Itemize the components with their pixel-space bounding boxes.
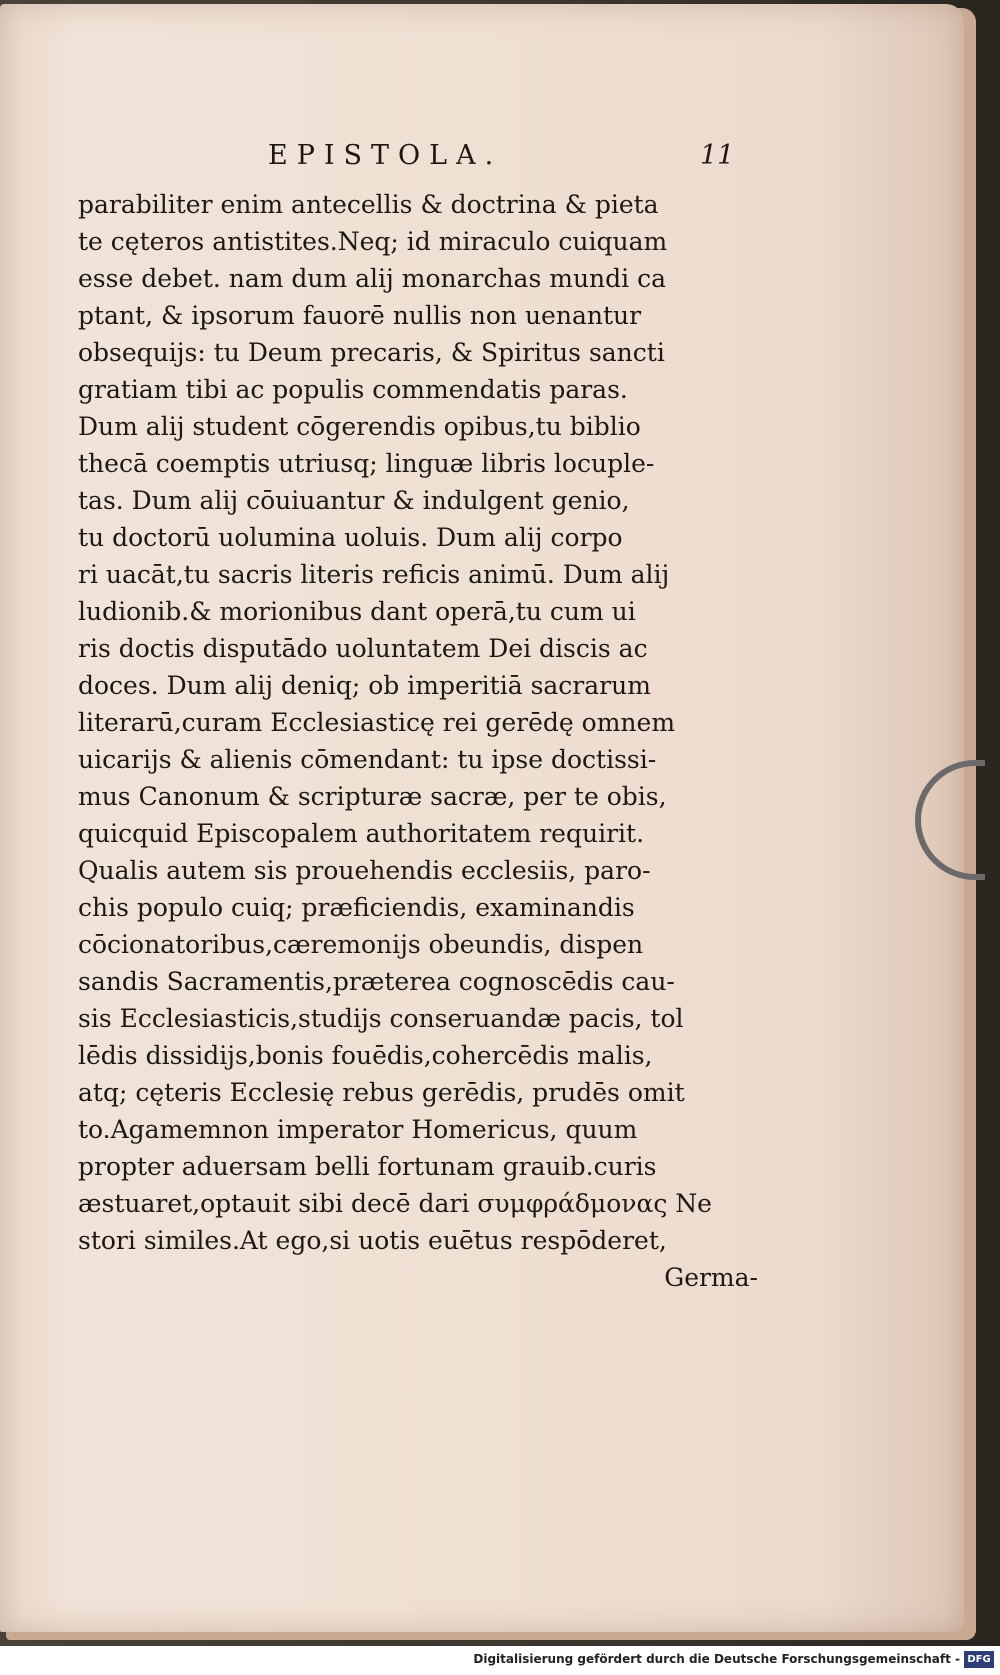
text-line: quicquid Episcopalem authoritatem requirit. <box>78 819 645 848</box>
text-line: lēdis dissidijs,bonis fouēdis,cohercēdis malis, <box>78 1041 653 1070</box>
text-line: literarū,curam Ecclesiasticę rei gerēdę omnem <box>78 708 676 737</box>
text-line: ris doctis disputādo uoluntatem Dei discis ac <box>78 634 648 663</box>
text-line: gratiam tibi ac populis commendatis paras. <box>78 375 628 404</box>
text-line: esse debet. nam dum alij monarchas mundi ca <box>78 264 667 293</box>
book-page <box>0 4 964 1632</box>
text-line: obsequijs: tu Deum precaris, & Spiritus sancti <box>78 338 665 367</box>
text-line: mus Canonum & scripturæ sacræ, per te obis, <box>78 782 667 811</box>
text-line: uicarijs & alienis cōmendant: tu ipse doctissi- <box>78 745 657 774</box>
text-line: sandis Sacramentis,præterea cognoscēdis cau- <box>78 967 675 996</box>
running-title: EPISTOLA. <box>268 140 503 171</box>
text-line: tas. Dum alij cōuiuantur & indulgent genio, <box>78 486 630 515</box>
text-line: to.Agamemnon imperator Homericus, quum <box>78 1115 638 1144</box>
text-line: doces. Dum alij deniq; ob imperitiā sacrarum <box>78 671 651 700</box>
body-text <box>78 186 758 1296</box>
text-line: ludionib.& morionibus dant operā,tu cum ui <box>78 597 636 626</box>
dfg-logo: DFG <box>964 1651 994 1668</box>
catchword: Germa- <box>664 1263 758 1292</box>
page-number: 11 <box>700 140 735 171</box>
text-line: ri uacāt,tu sacris literis reficis animū. Dum alij <box>78 560 670 589</box>
text-line: sis Ecclesiasticis,studijs conseruandæ pacis, tol <box>78 1004 684 1033</box>
page-header <box>80 140 780 180</box>
text-line: ptant, & ipsorum fauorē nullis non uenantur <box>78 301 642 330</box>
text-line: stori similes.At ego,si uotis euētus respōderet, <box>78 1226 667 1255</box>
text-line: æstuaret,optauit sibi decē dari συμφράδμονας Ne <box>78 1189 712 1218</box>
text-line: thecā coemptis utriusq; linguæ libris locuple- <box>78 449 655 478</box>
text-line: atq; cęteris Ecclesię rebus gerēdis, prudēs omit <box>78 1078 685 1107</box>
text-line: cōcionatoribus,cæremonijs obeundis, dispen <box>78 930 644 959</box>
text-line: tu doctorū uolumina uoluis. Dum alij corpo <box>78 523 623 552</box>
footer-bar <box>0 1646 1000 1675</box>
text-line: te cęteros antistites.Neq; id miraculo cuiquam <box>78 227 668 256</box>
text-line: Qualis autem sis prouehendis ecclesiis, paro- <box>78 856 651 885</box>
text-line: propter aduersam belli fortunam grauib.curis <box>78 1152 657 1181</box>
text-line: chis populo cuiq; præficiendis, examinandis <box>78 893 635 922</box>
text-line: Dum alij student cōgerendis opibus,tu biblio <box>78 412 641 441</box>
footer-credit: Digitalisierung gefördert durch die Deutsche Forschungsgemeinschaft - <box>473 1652 960 1666</box>
text-line: parabiliter enim antecellis & doctrina & pieta <box>78 190 659 219</box>
